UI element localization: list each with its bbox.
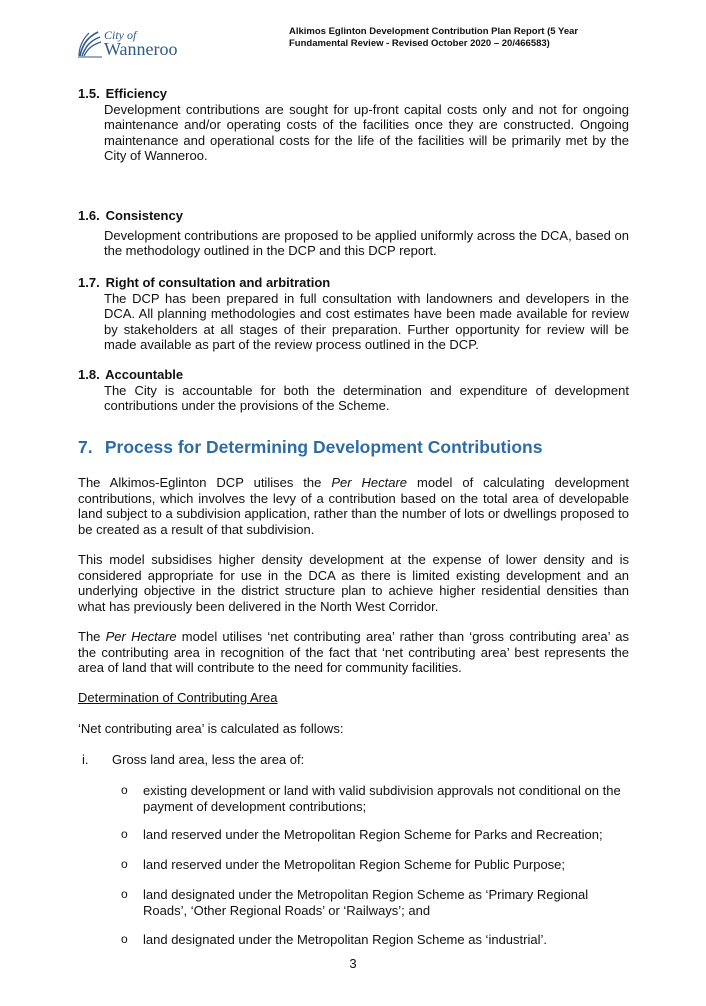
wanneroo-leaf-icon <box>76 28 104 60</box>
chapter-number: 7. <box>78 437 93 457</box>
list-item <box>121 783 629 814</box>
list-item-text: existing development or land with valid subdivision approvals not conditional on the payment of development contributions; <box>143 783 621 814</box>
section-1-8 <box>78 367 629 414</box>
roman-item-text: Gross land area, less the area of: <box>112 752 305 767</box>
calculation-intro: ‘Net contributing area’ is calculated as follows: <box>78 721 344 736</box>
section-1-5 <box>78 86 629 164</box>
list-item <box>121 827 629 843</box>
section-heading <box>78 367 629 383</box>
roman-marker: i. <box>82 752 89 767</box>
section-1-6 <box>78 208 629 259</box>
section-heading <box>78 208 629 224</box>
section-title: Accountable <box>105 367 184 382</box>
section-number: 1.6. <box>78 208 100 223</box>
paragraph-net-contributing-area <box>78 629 629 676</box>
paragraph-text: The Alkimos-Eglinton DCP utilises the <box>78 475 332 490</box>
section-number: 1.7. <box>78 275 100 290</box>
paragraph-text: model utilises ‘net contributing area’ rather than ‘gross contributing area’ as the contributing area in recognition of the fact that ‘net contributing area’ best represents the area of land that will contribute to the need for community facilities. <box>78 629 629 676</box>
list-item <box>121 857 629 873</box>
bullet-circle-icon: o <box>121 887 128 901</box>
subheading-contributing-area: Determination of Contributing Area <box>78 690 278 705</box>
paragraph-text: model of calculating development contributions, which involves the levy of a contribution based on the total area of developable land subject to a subdivision application, rather than the number of lots or dwellings proposed to be created as a result of that subdivision. <box>78 475 630 537</box>
section-body: The City is accountable for both the determination and expenditure of development contributions under the provisions of the Scheme. <box>104 382 629 414</box>
logo-line-1: City of <box>104 28 137 42</box>
city-of-wanneroo-logo <box>76 28 180 60</box>
section-heading <box>78 86 629 102</box>
section-body: Development contributions are proposed to be applied uniformly across the DCA, based on the methodology outlined in the DCP and this DCP report. <box>104 227 629 259</box>
roman-list-item <box>82 752 304 768</box>
chapter-heading <box>78 437 543 457</box>
paragraph-text: The <box>78 629 106 644</box>
bullet-circle-icon: o <box>121 783 128 797</box>
list-item <box>121 887 629 918</box>
list-item-text: land reserved under the Metropolitan Region Scheme for Public Purpose; <box>143 857 566 872</box>
chapter-title: Process for Determining Development Contributions <box>104 437 543 457</box>
section-heading <box>78 275 629 291</box>
bullet-circle-icon: o <box>121 932 128 946</box>
list-item-text: land reserved under the Metropolitan Region Scheme for Parks and Recreation; <box>143 827 603 842</box>
logo-line-2: Wanneroo <box>104 39 178 59</box>
paragraph-italic: Per Hectare <box>105 629 177 644</box>
list-item-text: land designated under the Metropolitan Region Scheme as ‘Primary Regional Roads’, ‘Other Regional Roads’ or ‘Railways’; and <box>143 887 589 918</box>
section-1-7 <box>78 275 629 353</box>
page-number: 3 <box>349 956 357 971</box>
bullet-circle-icon: o <box>121 857 128 871</box>
list-item-text: land designated under the Metropolitan Region Scheme as ‘industrial’. <box>143 932 547 947</box>
section-title: Right of consultation and arbitration <box>105 275 331 290</box>
section-title: Consistency <box>105 208 183 223</box>
section-body: The DCP has been prepared in full consultation with landowners and developers in the DCA. All planning methodologies and cost estimates have been made available for review by stakeholders at all stages of their preparation. Further opportunity for review will be made available as part of the review process outlined in the DCP. <box>104 290 629 353</box>
section-number: 1.8. <box>78 367 100 382</box>
section-title: Efficiency <box>105 86 168 101</box>
paragraph-per-hectare-intro <box>78 475 629 537</box>
section-number: 1.5. <box>78 86 100 101</box>
section-body: Development contributions are sought for up-front capital costs only and not for ongoing maintenance and/or operating costs of the facilities once they are constructed. Ongoing maintenance and operational costs for the life of the facilities will be primarily met by the City of Wanneroo. <box>104 101 629 164</box>
report-header-title: Alkimos Eglinton Development Contribution Plan Report (5 Year Fundamental Review - Revised October 2020 – 20/466583) <box>289 26 579 49</box>
paragraph-density-subsidy: This model subsidises higher density development at the expense of lower density and is considered appropriate for use in the DCA as there is limited existing development and an underlying objective in the district structure plan to achieve higher residential densities than what has previously been delivered in the North West Corridor. <box>78 552 629 614</box>
bullet-circle-icon: o <box>121 827 128 841</box>
list-item <box>121 932 629 948</box>
paragraph-italic: Per Hectare <box>331 475 408 490</box>
